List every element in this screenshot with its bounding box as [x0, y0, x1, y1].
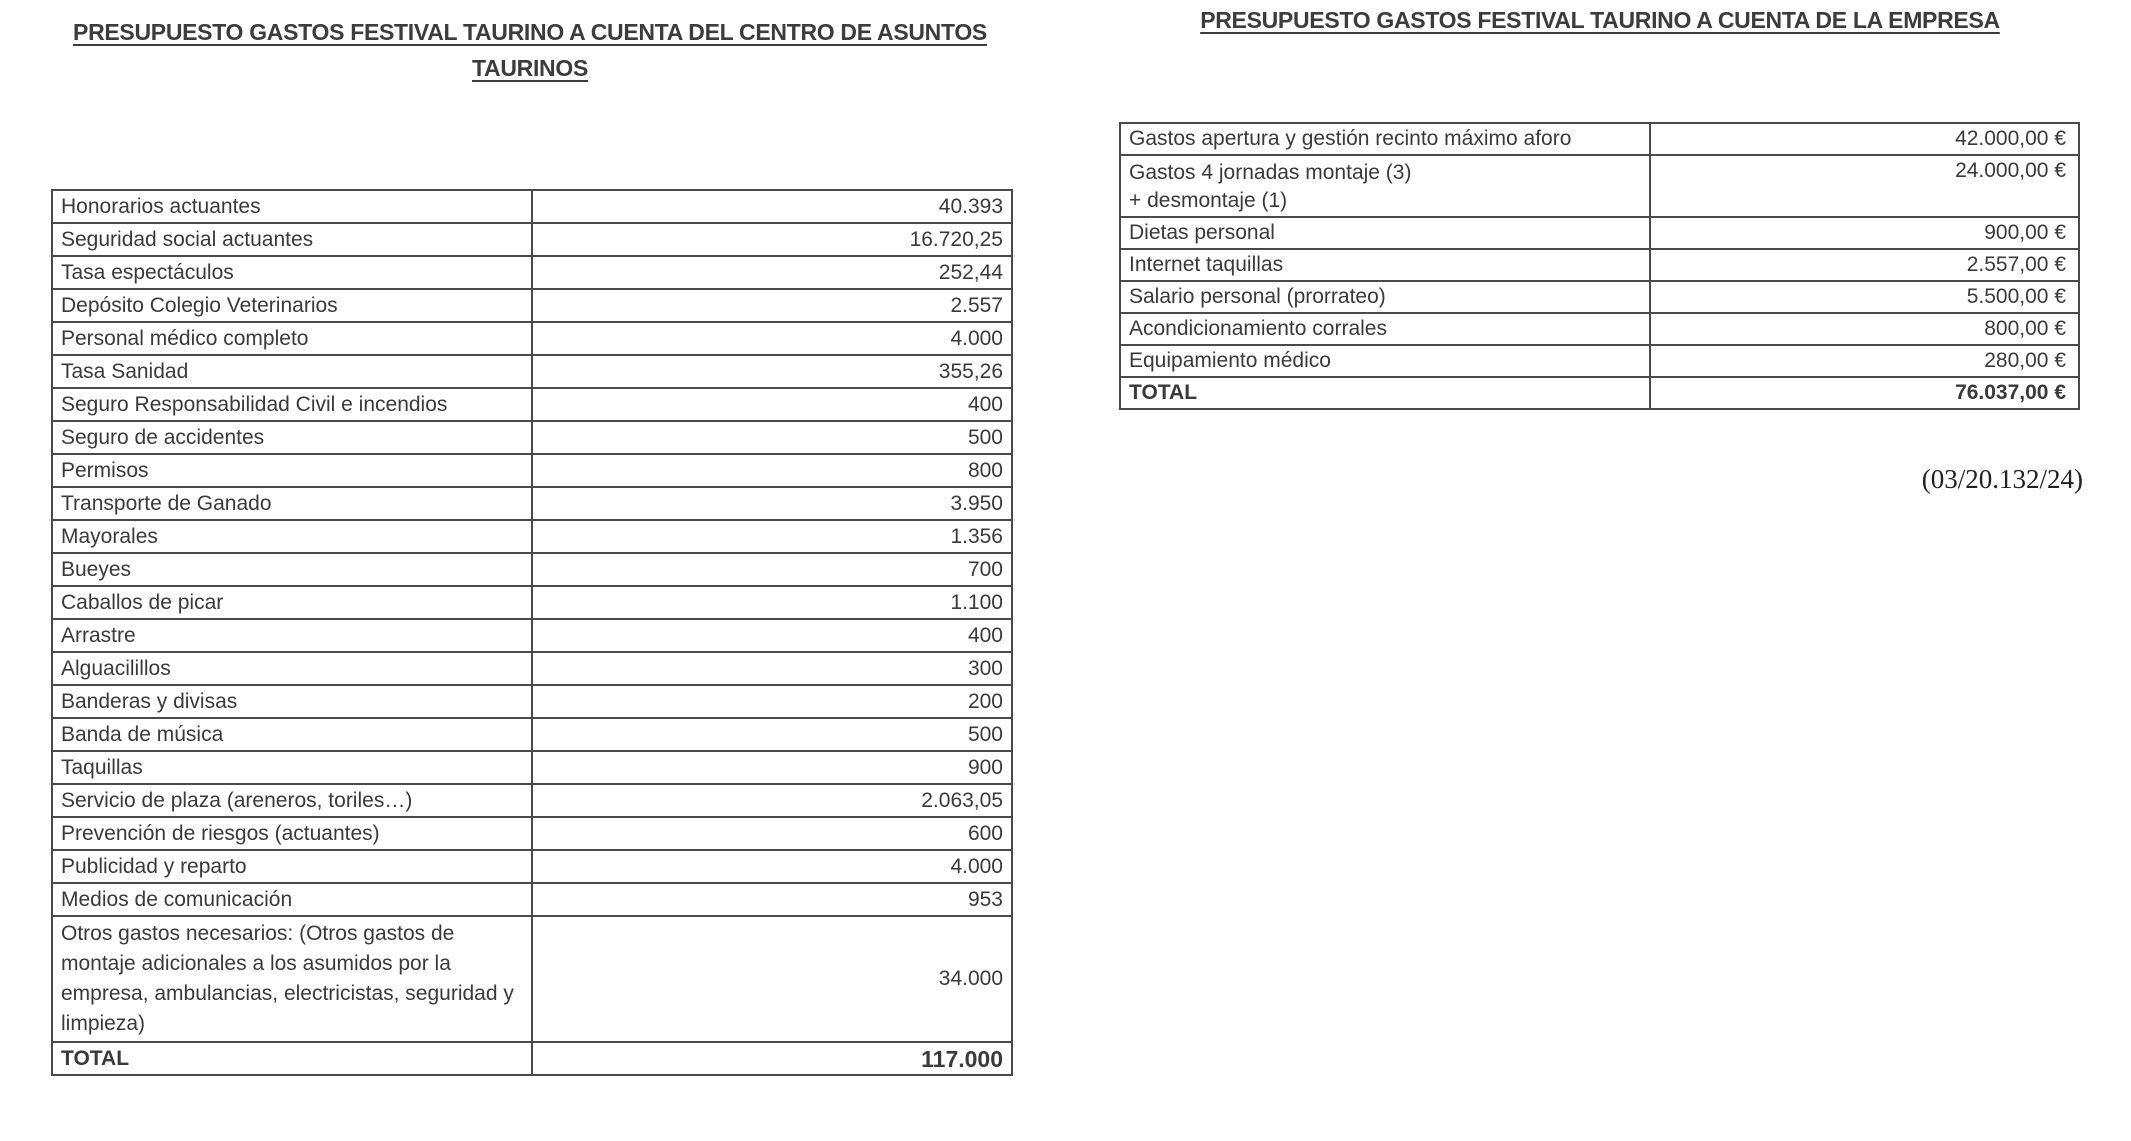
total-amount: 117.000	[532, 1042, 1012, 1075]
table-row	[1120, 155, 2079, 217]
table-row	[52, 784, 1012, 817]
amount-cell: 1.100	[532, 586, 1012, 619]
table-row	[52, 388, 1012, 421]
amount-cell: 2.063,05	[532, 784, 1012, 817]
table-row	[52, 916, 1012, 1042]
total-label: TOTAL	[52, 1042, 532, 1075]
amount-cell: 2.557	[532, 289, 1012, 322]
amount-cell: 800,00 €	[1650, 313, 2079, 345]
table-row	[52, 487, 1012, 520]
concept-cell: Personal médico completo	[52, 322, 532, 355]
right-budget-title-text: PRESUPUESTO GASTOS FESTIVAL TAURINO A CUENTA DE LA EMPRESA	[1200, 7, 2000, 33]
concept-cell: Medios de comunicación	[52, 883, 532, 916]
table-row	[52, 190, 1012, 223]
concept-cell	[1120, 155, 1650, 217]
concept-cell: Acondicionamiento corrales	[1120, 313, 1650, 345]
concept-cell: Alguacilillos	[52, 652, 532, 685]
concept-cell: Banderas y divisas	[52, 685, 532, 718]
table-row	[52, 718, 1012, 751]
amount-cell: 2.557,00 €	[1650, 249, 2079, 281]
amount-cell: 4.000	[532, 850, 1012, 883]
concept-cell: Permisos	[52, 454, 532, 487]
table-row	[52, 223, 1012, 256]
left-budget-table	[51, 189, 1013, 1076]
table-row	[52, 751, 1012, 784]
amount-cell: 200	[532, 685, 1012, 718]
amount-cell: 400	[532, 619, 1012, 652]
table-row	[52, 454, 1012, 487]
left-budget-title-text: PRESUPUESTO GASTOS FESTIVAL TAURINO A CUENTA DEL CENTRO DE ASUNTOS TAURINOS	[73, 19, 987, 81]
table-row	[52, 652, 1012, 685]
concept-cell: Tasa espectáculos	[52, 256, 532, 289]
concept-cell: Bueyes	[52, 553, 532, 586]
table-row	[52, 817, 1012, 850]
concept-cell: Dietas personal	[1120, 217, 1650, 249]
total-label: TOTAL	[1120, 377, 1650, 409]
table-row	[52, 685, 1012, 718]
table-row	[1120, 281, 2079, 313]
right-budget-table	[1119, 122, 2080, 410]
concept-cell: Mayorales	[52, 520, 532, 553]
amount-cell: 355,26	[532, 355, 1012, 388]
amount-cell: 700	[532, 553, 1012, 586]
concept-cell: Otros gastos necesarios: (Otros gastos de montaje adicionales a los asumidos por la empresa, ambulancias, electricistas, seguridad y limpieza)	[52, 916, 532, 1042]
amount-cell: 500	[532, 718, 1012, 751]
amount-cell: 24.000,00 €	[1650, 155, 2079, 217]
concept-cell: Arrastre	[52, 619, 532, 652]
total-row	[1120, 377, 2079, 409]
amount-cell: 4.000	[532, 322, 1012, 355]
amount-cell: 280,00 €	[1650, 345, 2079, 377]
table-row	[52, 553, 1012, 586]
table-row	[52, 586, 1012, 619]
concept-cell: Salario personal (prorrateo)	[1120, 281, 1650, 313]
total-row	[52, 1042, 1012, 1075]
document-reference: (03/20.132/24)	[1921, 464, 2083, 494]
table-row	[1120, 123, 2079, 155]
table-row	[52, 256, 1012, 289]
concept-cell: Tasa Sanidad	[52, 355, 532, 388]
left-budget-title	[60, 14, 1000, 86]
table-row	[52, 289, 1012, 322]
concept-cell: Publicidad y reparto	[52, 850, 532, 883]
right-budget-title	[1150, 2, 2050, 38]
table-row	[1120, 313, 2079, 345]
concept-cell: Taquillas	[52, 751, 532, 784]
amount-cell: 3.950	[532, 487, 1012, 520]
table-row	[1120, 217, 2079, 249]
concept-cell: Equipamiento médico	[1120, 345, 1650, 377]
concept-line: + desmontaje (1)	[1129, 189, 1288, 212]
total-amount: 76.037,00 €	[1650, 377, 2079, 409]
table-row	[52, 322, 1012, 355]
amount-cell: 953	[532, 883, 1012, 916]
amount-cell: 400	[532, 388, 1012, 421]
table-row	[1120, 249, 2079, 281]
amount-cell: 42.000,00 €	[1650, 123, 2079, 155]
amount-cell: 5.500,00 €	[1650, 281, 2079, 313]
concept-cell: Prevención de riesgos (actuantes)	[52, 817, 532, 850]
concept-cell: Depósito Colegio Veterinarios	[52, 289, 532, 322]
concept-cell: Seguro de accidentes	[52, 421, 532, 454]
amount-cell: 900	[532, 751, 1012, 784]
concept-cell: Servicio de plaza (areneros, toriles…)	[52, 784, 532, 817]
table-row	[52, 883, 1012, 916]
amount-cell: 800	[532, 454, 1012, 487]
amount-cell: 500	[532, 421, 1012, 454]
amount-cell: 1.356	[532, 520, 1012, 553]
amount-cell: 40.393	[532, 190, 1012, 223]
amount-cell: 16.720,25	[532, 223, 1012, 256]
concept-cell: Gastos apertura y gestión recinto máximo aforo	[1120, 123, 1650, 155]
table-row	[52, 421, 1012, 454]
amount-cell: 300	[532, 652, 1012, 685]
table-row	[52, 619, 1012, 652]
concept-line: Gastos 4 jornadas montaje (3)	[1129, 161, 1412, 184]
table-row	[52, 850, 1012, 883]
amount-cell: 600	[532, 817, 1012, 850]
amount-cell: 900,00 €	[1650, 217, 2079, 249]
table-row	[1120, 345, 2079, 377]
concept-cell: Banda de música	[52, 718, 532, 751]
table-row	[52, 520, 1012, 553]
amount-cell: 34.000	[532, 916, 1012, 1042]
concept-cell: Honorarios actuantes	[52, 190, 532, 223]
concept-cell: Seguridad social actuantes	[52, 223, 532, 256]
concept-cell: Seguro Responsabilidad Civil e incendios	[52, 388, 532, 421]
table-row	[52, 355, 1012, 388]
amount-cell: 252,44	[532, 256, 1012, 289]
concept-cell: Transporte de Ganado	[52, 487, 532, 520]
concept-cell: Caballos de picar	[52, 586, 532, 619]
concept-cell: Internet taquillas	[1120, 249, 1650, 281]
